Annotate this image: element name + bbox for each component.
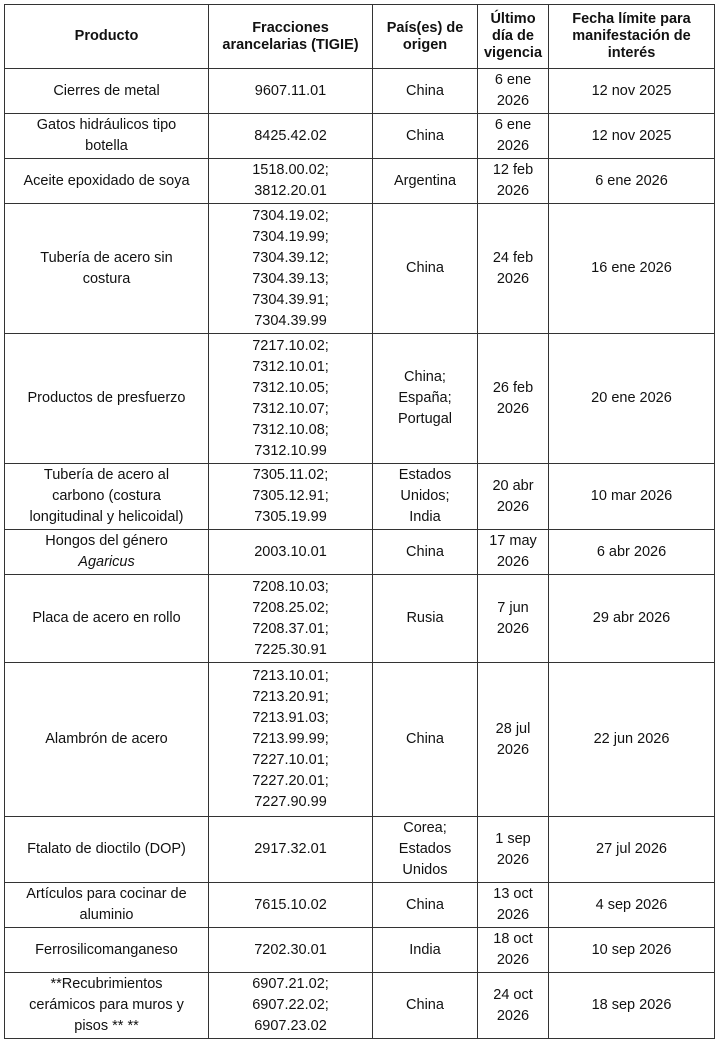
product-cell-line: Ftalato de dioctilo (DOP) [27,841,186,857]
origin-cell-line: Unidos; [400,488,450,504]
product-cell-line: pisos ** ** [74,1018,139,1034]
deadline-cell: 4 sep 2026 [549,883,715,928]
table-row [5,334,715,464]
table-row [5,69,715,114]
last-day-cell [478,69,549,114]
fractions-cell-line: 7305.12.91; [252,488,329,504]
origin-cell-line: Rusia [406,610,444,626]
fractions-cell [209,530,373,575]
header-fractions: Fracciones arancelarias (TIGIE) [209,5,373,69]
table-row [5,883,715,928]
origin-cell [373,69,478,114]
product-cell-line: Productos de presfuerzo [27,390,186,406]
fractions-cell-line: 7217.10.02; [252,337,329,354]
fractions-cell [209,334,373,464]
table-row [5,204,715,334]
fractions-cell-line: 7312.10.05; [252,379,329,396]
last-day-cell-line: 2026 [496,183,530,199]
product-cell-line: Alambrón de acero [45,731,168,747]
fractions-cell-line: 1518.00.02; [252,162,329,178]
fractions-cell-line: 7208.37.01; [252,620,329,637]
last-day-cell-line: 2026 [496,952,530,968]
fractions-cell [209,883,373,928]
header-origin: País(es) de origen [373,5,478,69]
fractions-cell [209,817,373,883]
fractions-cell-line: 7304.19.02; [252,207,329,224]
origin-cell-line: China [406,127,444,144]
fractions-cell-line: 2003.10.01 [254,543,327,560]
last-day-cell-line: 2026 [496,400,530,417]
fractions-cell-line: 7312.10.99 [254,442,327,459]
origin-cell-line: China [406,731,444,747]
fractions-cell-line: 7208.25.02; [252,599,329,616]
last-day-cell-line: 17 may [489,533,537,549]
origin-cell-line: India [409,509,441,525]
fractions-cell-line: 2917.32.01 [254,841,327,857]
table-row [5,159,715,204]
fractions-cell-line: 7227.20.01; [252,773,329,789]
origin-cell-line: China [406,896,444,913]
last-day-cell-line: 1 sep [495,830,531,847]
deadline-cell: 12 nov 2025 [549,69,715,114]
last-day-cell [478,114,549,159]
table-row [5,663,715,817]
last-day-cell-line: 2026 [496,741,530,758]
fractions-cell-line: 9607.11.01 [254,82,327,99]
origin-cell-line: China [406,82,444,99]
product-cell-line: costura [82,270,131,287]
last-day-cell-line: 2026 [496,1007,530,1024]
product-cell [5,334,209,464]
origin-cell-line: India [409,941,441,958]
last-day-cell-line: 26 feb [492,379,534,396]
last-day-cell [478,575,549,663]
product-italic-name: Agaricus [78,554,135,570]
last-day-cell-line: 13 oct [493,886,533,902]
fractions-cell [209,663,373,817]
fractions-cell-line: 6907.23.02 [254,1018,327,1034]
last-day-cell-line: 18 oct [493,931,533,947]
product-cell-line: Tubería de acero sin [40,249,173,266]
fractions-cell-line: 8425.42.02 [254,127,327,144]
product-cell-line: Placa de acero en rollo [32,610,181,626]
origin-cell [373,114,478,159]
product-cell [5,928,209,973]
deadline-cell: 6 ene 2026 [549,159,715,204]
last-day-cell [478,928,549,973]
origin-cell [373,464,478,530]
last-day-cell-line: 2026 [496,498,530,515]
fractions-cell-line: 7213.10.01; [252,668,329,684]
last-day-cell [478,883,549,928]
product-cell [5,575,209,663]
origin-cell-line: Unidos [402,862,448,878]
fractions-cell-line: 7202.30.01 [254,941,327,958]
product-cell-line: botella [85,138,128,154]
last-day-cell-line: 2026 [496,93,530,109]
product-cell-line: Ferrosilicomanganeso [35,941,178,958]
last-day-cell-line: 7 jun [497,599,529,616]
last-day-cell [478,334,549,464]
fractions-cell [209,114,373,159]
origin-cell [373,663,478,817]
deadline-cell: 12 nov 2025 [549,114,715,159]
origin-cell-line: China [406,260,444,276]
table-row [5,530,715,575]
last-day-cell-line: 24 feb [492,249,534,266]
origin-cell [373,334,478,464]
fractions-cell-line: 3812.20.01 [254,183,327,199]
fractions-cell-line: 7304.39.91; [252,291,329,308]
product-cell [5,464,209,530]
last-day-cell [478,663,549,817]
origin-cell [373,817,478,883]
last-day-cell-line: 2026 [496,138,530,154]
fractions-cell-line: 7227.10.01; [252,752,329,768]
origin-cell-line: China [406,997,444,1013]
table-header-row [5,5,715,69]
last-day-cell-line: 6 ene [494,72,532,88]
last-day-cell-line: 2026 [496,620,530,637]
product-cell-line: Cierres de metal [53,82,160,99]
product-cell-line: Artículos para cocinar de [26,886,187,902]
fractions-cell [209,69,373,114]
origin-cell-line: Estados [398,841,452,857]
fractions-cell-line: 7305.19.99 [254,509,327,525]
last-day-cell-line: 2026 [496,907,530,923]
fractions-cell-line: 7304.19.99; [252,228,329,245]
product-cell-line: carbono (costura [52,488,161,504]
table-row [5,817,715,883]
last-day-cell-line: 24 oct [493,986,533,1003]
product-cell [5,663,209,817]
origin-cell-line: España; [398,390,452,406]
table-row [5,575,715,663]
last-day-cell [478,159,549,204]
fractions-cell [209,159,373,204]
fractions-cell [209,464,373,530]
trade-measures-table [4,4,715,1039]
origin-cell [373,159,478,204]
product-cell [5,530,209,575]
deadline-cell: 10 sep 2026 [549,928,715,973]
deadline-cell: 18 sep 2026 [549,973,715,1039]
last-day-cell-line: 20 abr [492,477,534,494]
product-cell-line: Gatos hidráulicos tipo [36,117,177,133]
last-day-cell [478,530,549,575]
fractions-cell-line: 7225.30.91 [254,641,327,658]
product-cell-line: Aceite epoxidado de soya [23,172,190,189]
product-cell-line: Tubería de acero al [43,467,170,483]
table-row [5,464,715,530]
product-cell-line: **Recubrimientos [50,976,163,992]
fractions-cell [209,575,373,663]
origin-cell [373,204,478,334]
deadline-cell: 16 ene 2026 [549,204,715,334]
origin-cell-line: Corea; [403,820,447,836]
last-day-cell [478,464,549,530]
fractions-cell-line: 7213.20.91; [252,689,329,705]
fractions-cell-line: 7304.39.13; [252,270,329,287]
fractions-cell-line: 7304.39.12; [252,249,329,266]
fractions-cell-line: 7304.39.99 [254,312,327,329]
origin-cell [373,928,478,973]
origin-cell-line: China; [404,369,446,385]
fractions-cell-line: 7227.90.99 [254,794,327,810]
product-cell [5,817,209,883]
product-cell [5,883,209,928]
origin-cell [373,575,478,663]
product-cell-line: cerámicos para muros y [29,997,184,1013]
deadline-cell: 6 abr 2026 [549,530,715,575]
fractions-cell-line: 7305.11.02; [252,467,329,483]
last-day-cell-line: 2026 [496,554,530,570]
product-cell [5,204,209,334]
fractions-cell-line: 7312.10.08; [252,421,329,438]
deadline-cell: 20 ene 2026 [549,334,715,464]
origin-cell [373,530,478,575]
product-cell-line: longitudinal y helicoidal) [29,509,184,525]
last-day-cell [478,204,549,334]
deadline-cell: 10 mar 2026 [549,464,715,530]
last-day-cell-line: 2026 [496,851,530,868]
last-day-cell-line: 6 ene [494,117,532,133]
fractions-cell-line: 7213.91.03; [252,710,329,726]
table-row [5,114,715,159]
product-cell-line: Hongos del género [45,533,168,549]
deadline-cell: 27 jul 2026 [549,817,715,883]
product-cell [5,69,209,114]
fractions-cell-line: 7213.99.99; [252,731,329,747]
last-day-cell-line: 28 jul [495,720,531,737]
origin-cell-line: Portugal [397,411,452,427]
fractions-cell-line: 6907.21.02; [252,976,329,992]
header-last-day: Último día de vigencia [478,5,549,69]
product-cell [5,114,209,159]
product-cell-line: aluminio [79,907,134,923]
table-row [5,928,715,973]
last-day-cell [478,817,549,883]
origin-cell-line: China [406,543,444,560]
header-product: Producto [5,5,209,69]
origin-cell-line: Estados [398,467,452,483]
fractions-cell-line: 7312.10.01; [252,358,329,375]
header-deadline: Fecha límite para manifestación de interés [549,5,715,69]
last-day-cell-line: 12 feb [492,162,534,178]
last-day-cell-line: 2026 [496,270,530,287]
deadline-cell: 29 abr 2026 [549,575,715,663]
fractions-cell [209,973,373,1039]
fractions-cell [209,928,373,973]
fractions-cell-line: 7312.10.07; [252,400,329,417]
fractions-cell [209,204,373,334]
fractions-cell-line: 6907.22.02; [252,997,329,1013]
fractions-cell-line: 7615.10.02 [254,896,327,913]
fractions-cell-line: 7208.10.03; [252,578,329,595]
origin-cell-line: Argentina [393,172,457,189]
product-cell [5,973,209,1039]
table-body [5,69,715,1039]
origin-cell [373,883,478,928]
deadline-cell: 22 jun 2026 [549,663,715,817]
product-cell [5,159,209,204]
last-day-cell [478,973,549,1039]
origin-cell [373,973,478,1039]
table-row [5,973,715,1039]
